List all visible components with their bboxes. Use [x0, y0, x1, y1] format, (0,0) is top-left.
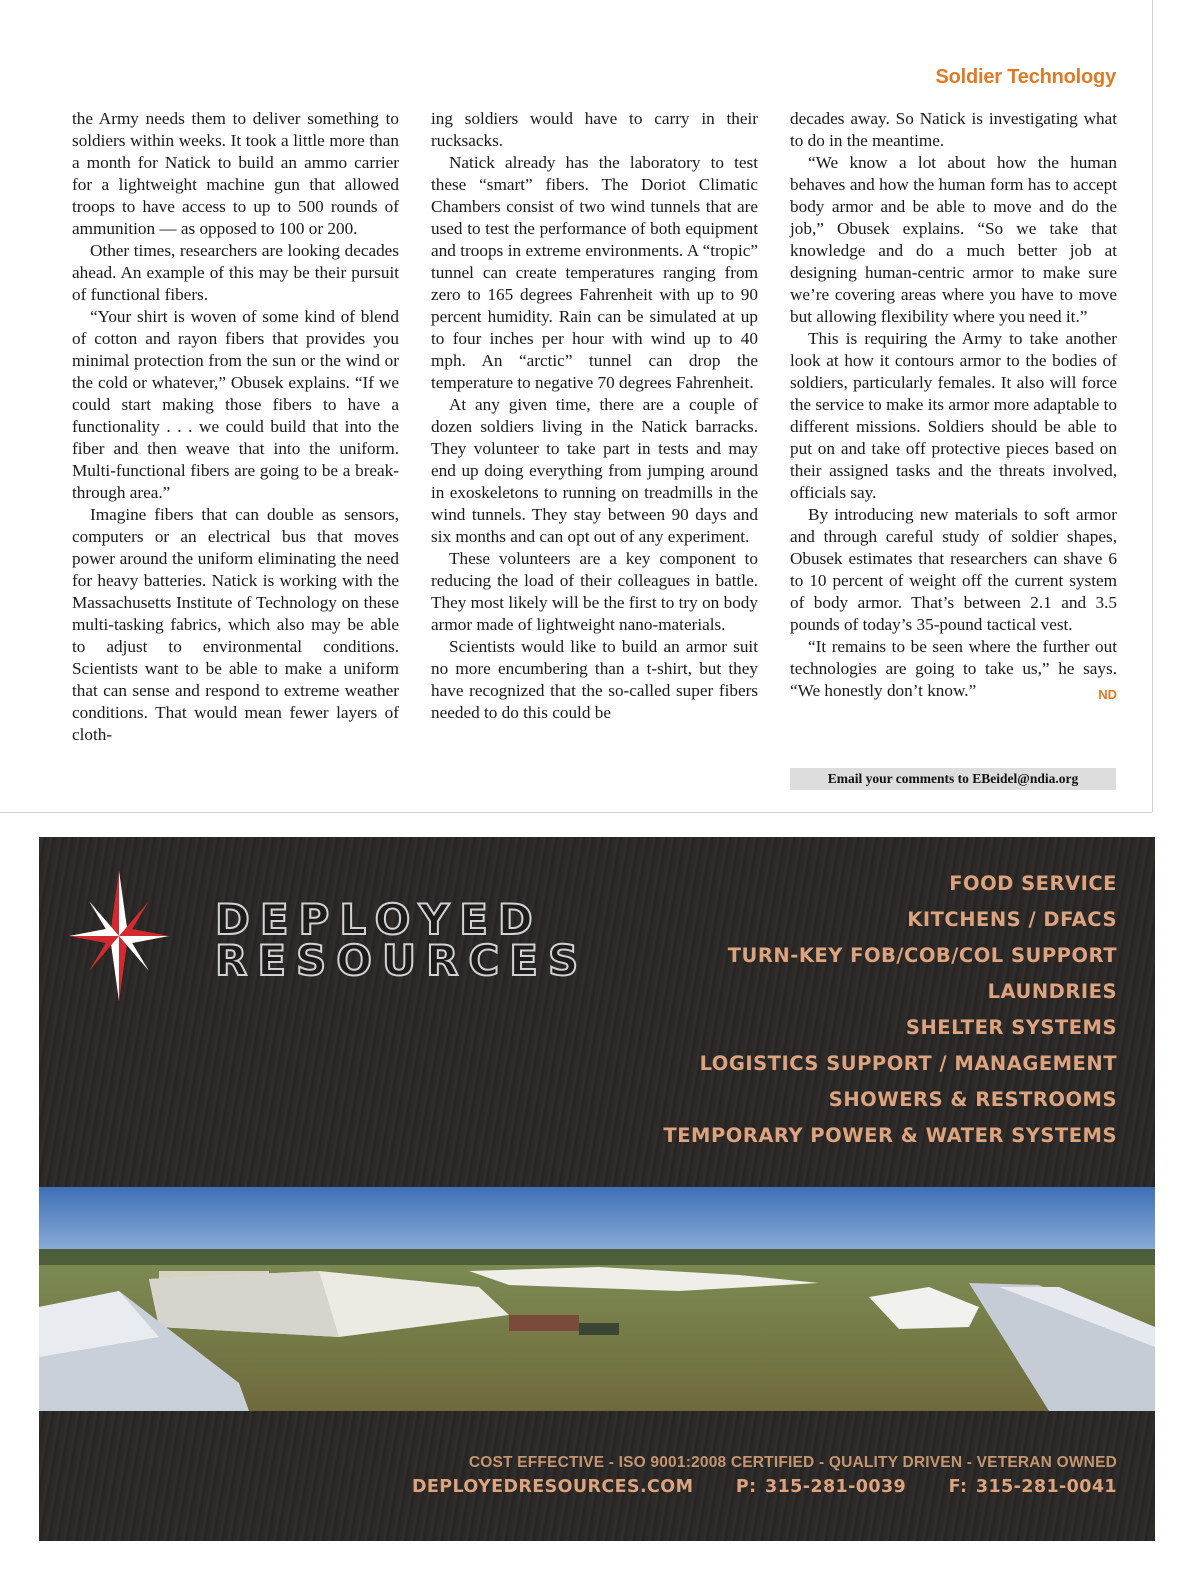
article-ad-divider — [0, 812, 1152, 813]
service-item: LOGISTICS SUPPORT / MANAGEMENT — [699, 1052, 1117, 1075]
email-link[interactable]: EBeidel@ndia.org — [972, 771, 1079, 786]
article-column-1 — [72, 108, 399, 746]
final-paragraph-text: “It remains to be seen where the further out technologies are going to take us,” he says. “We honestly don’t know.” — [790, 637, 1117, 700]
paragraph: Scientists would like to build an armor suit no more encumbering than a t-shirt, but they have recognized that the so-called super fibers needed to do this could be — [431, 637, 758, 722]
services-list — [663, 869, 1117, 1157]
paragraph: This is requiring the Army to take another look at how it contours armor to the bodies of soldiers, particularly females. It also will force the service to make its armor more adaptable to different missions. Soldiers should be able to put on and take off protective pieces based on their assigned tasks and the threats involved, officials say. — [790, 329, 1117, 502]
paragraph: the Army needs them to deliver something to soldiers within weeks. It took a little more than a month for Natick to build an ammo carrier for a lightweight machine gun that allowed troops to have access to up to 500 rounds of ammunition — as opposed to 100 or 200. — [72, 109, 399, 238]
paragraph: By introducing new materials to soft armor and through careful study of soldier shapes, Obusek estimates that researchers can shave 6 to 10 percent of weight off the current system of body armor. That’s between 2.1 and 3.5 pounds of today’s 35-pound tactical vest. — [790, 505, 1117, 634]
article-column-2 — [431, 108, 758, 724]
brand-name-line1: DEPLOYED — [215, 895, 543, 944]
end-mark: ND — [1098, 687, 1117, 702]
paragraph: “Your shirt is woven of some kind of blend of cotton and rayon fibers that provides you minimal protection from the sun or the wind or the cold or whatever,” Obusek explains. “If we could start making those fibers to have a functionality . . . we could build that into the fiber and then weave that into the uniform. Multi-functional fibers are going to be a break-through area.” — [72, 307, 399, 502]
paragraph: decades away. So Natick is investigating what to do in the meantime. — [790, 109, 1117, 150]
paragraph: “We know a lot about how the human behaves and how the human form has to accept body armor and be able to move and do the job,” Obusek explains. “So we take that knowledge and do a much better job at designing human-centric armor to make sure we’re covering areas where you have to move but allowing flexibility where you need it.” — [790, 153, 1117, 326]
paragraph-final — [790, 636, 1117, 702]
paragraph: At any given time, there are a couple of dozen soldiers living in the Natick barracks. They volunteer to take part in tests and may end up doing everything from jumping around in exoskeletons to running on treadmills in the wind tunnels. They stay between 90 days and six months and can opt out of any experiment. — [431, 395, 758, 546]
paragraph: These volunteers are a key component to reducing the load of their colleagues in battle. They most likely will be the first to try on body armor made of lightweight nano-materials. — [431, 549, 758, 634]
service-item: LAUNDRIES — [987, 980, 1117, 1003]
service-item: SHELTER SYSTEMS — [905, 1016, 1117, 1039]
email-prefix: Email your comments to — [827, 771, 973, 786]
service-item: SHOWERS & RESTROOMS — [828, 1088, 1117, 1111]
brand-name-line2: RESOURCES — [215, 936, 589, 985]
paragraph: ing soldiers would have to carry in their rucksacks. — [431, 109, 758, 150]
tagline: COST EFFECTIVE - ISO 9001:2008 CERTIFIED - QUALITY DRIVEN - VETERAN OWNED — [468, 1454, 1117, 1471]
service-item: FOOD SERVICE — [949, 872, 1117, 895]
email-comments-bar — [790, 768, 1116, 790]
tent-camp-photo — [39, 1187, 1155, 1411]
article-column-3 — [790, 108, 1117, 706]
contact-info — [412, 1477, 1117, 1497]
section-title: Soldier Technology — [935, 66, 1116, 88]
paragraph: Other times, researchers are looking decades ahead. An example of this may be their pursuit of functional fibers. — [72, 241, 399, 304]
service-item: KITCHENS / DFACS — [907, 908, 1117, 931]
paragraph: Imagine fibers that can double as sensors, computers or an electrical bus that moves power around the uniform eliminating the need for heavy batteries. Natick is working with the Massachusetts Institute of Technology on these multi-tasking fabrics, which also may be able to adjust to environmental conditions. Scientists want to be able to make a uniform that can sense and respond to extreme weather conditions. That would mean fewer layers of cloth- — [72, 505, 399, 744]
service-item: TURN-KEY FOB/COB/COL SUPPORT — [727, 944, 1117, 967]
service-item: TEMPORARY POWER & WATER SYSTEMS — [663, 1124, 1117, 1147]
fax-number: F: 315-281-0041 — [948, 1477, 1117, 1497]
paragraph: Natick already has the laboratory to test these “smart” fibers. The Doriot Climatic Chambers consist of two wind tunnels that are used to test the performance of both equipment and troops in extreme environments. A “tropic” tunnel can create temperatures ranging from zero to 165 degrees Fahrenheit with up to 90 percent humidity. Rain can be simulated at up to four inches per hour with wind up to 40 mph. An “arctic” tunnel can drop the temperature to negative 70 degrees Fahrenheit. — [431, 153, 758, 392]
advertisement[interactable] — [39, 837, 1155, 1541]
compass-star-logo — [69, 871, 169, 1001]
phone-number[interactable]: P: 315-281-0039 — [735, 1477, 907, 1497]
website-link[interactable]: DEPLOYEDRESOURCES.COM — [411, 1477, 694, 1497]
page-edge-rule — [1152, 0, 1153, 812]
